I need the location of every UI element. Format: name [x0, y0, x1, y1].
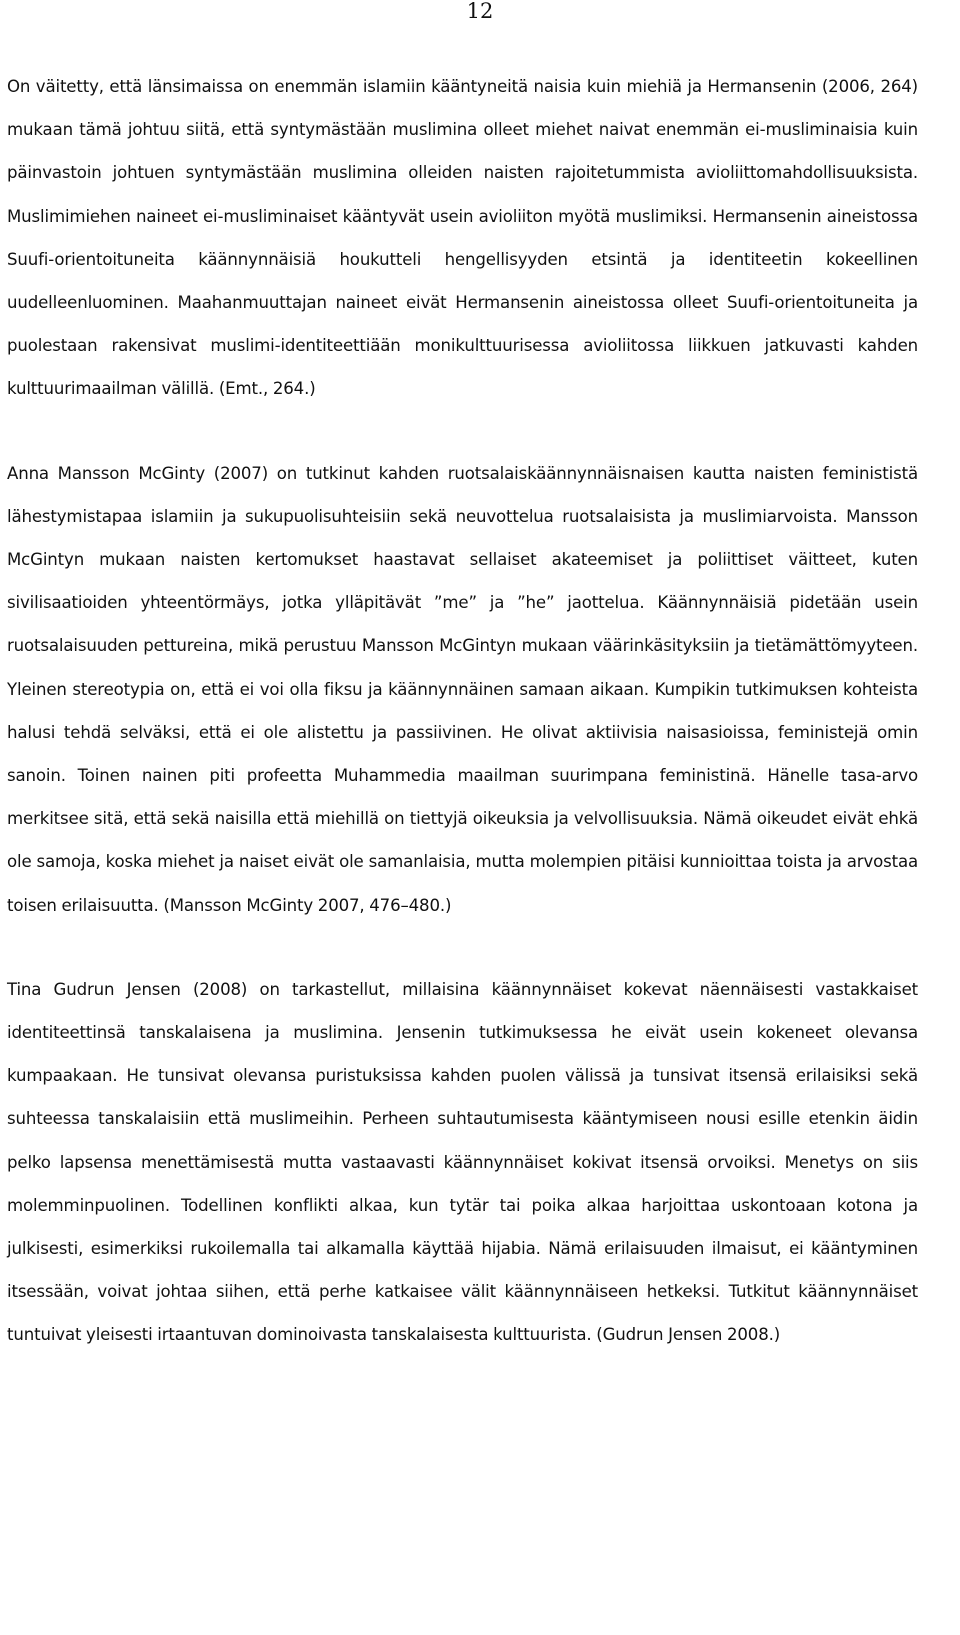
paragraph-conversion-marriage: On väitetty, että länsimaissa on enemmän islamiin kääntyneitä naisia kuin miehiä ja Hermansenin (2006, 264) mukaan tämä johtuu siitä, että syntymästään muslimina olleet miehet naivat enemmän ei-musliminaisia kuin päinvastoin johtuen syntymästään muslimina olleiden naisten rajoitetummista avioliittomahdollisuuksista. Muslimimiehen naineet ei-musliminaiset kääntyvät usein avioliiton myötä muslimiksi. Hermansenin aineistossa Suufi-orientoituneita käännynnäisiä houkutteli hengellisyyden etsintä ja identiteetin kokeellinen uudelleenluominen. Maahanmuuttajan naineet eivät Hermansenin aineistossa olleet Suufi-orientoituneita ja puolestaan rakensivat muslimi-identiteettiään monikulttuurisessa avioliitossa liikkuen jatkuvasti kahden kulttuurimaailman välillä. (Emt., 264.): [7, 77, 918, 399]
paragraph-gudrun-jensen: Tina Gudrun Jensen (2008) on tarkastellut, millaisina käännynnäiset kokevat näennäisesti vastakkaiset identiteettinsä tanskalaisena ja muslimina. Jensenin tutkimuksessa he eivät usein kokeneet olevansa kumpaakaan. He tunsivat olevansa puristuksissa kahden puolen välissä ja tunsivat itsensä erilaisiksi sekä suhteessa tanskalaisiin että muslimeihin. Perheen suhtautumisesta kääntymiseen nousi esille etenkin äidin pelko lapsensa menettämisestä mutta vastaavasti käännynnäiset kokivat itsensä orvoiksi. Menetys on siis molemminpuolinen. Todellinen konflikti alkaa, kun tytär tai poika alkaa harjoittaa uskontoaan kotona ja julkisesti, esimerkiksi rukoilemalla tai alkamalla käyttää hijabia. Nämä erilaisuuden ilmaisut, ei kääntyminen itsessään, voivat johtaa siihen, että perhe katkaisee välit käännynnäiseen hetkeksi. Tutkitut käännynnäiset tuntuivat yleisesti irtaantuvan dominoivasta tanskalaisesta kulttuurista. (Gudrun Jensen 2008.): [7, 979, 918, 1345]
page-number: 12: [466, 0, 494, 23]
body-text: [7, 65, 918, 1398]
paragraph-mansson-mcginty: Anna Mansson McGinty (2007) on tutkinut kahden ruotsalaiskäännynnäisnaisen kautta naisten feminististä lähestymistapaa islamiin ja sukupuolisuhteisiin sekä neuvottelua ruotsalaisista ja muslimiarvoista. Mansson McGintyn mukaan naisten kertomukset haastavat sellaiset akateemiset ja poliittiset väitteet, kuten sivilisaatioiden yhteentörmäys, jotka ylläpitävät ”me” ja ”he” jaottelua. Käännynnäisiä pidetään usein ruotsalaisuuden pettureina, mikä perustuu Mansson McGintyn mukaan väärinkäsityksiin ja tietämättömyyteen. Yleinen stereotypia on, että ei voi olla fiksu ja käännynnäinen samaan aikaan. Kumpikin tutkimuksen kohteista halusi tehdä selväksi, että ei ole alistettu ja passiivinen. He olivat aktiivisia naisasioissa, feministejä omin sanoin. Toinen nainen piti profeetta Muhammedia maailman suurimpana feministinä. Hänelle tasa-arvo merkitsee sitä, että sekä naisilla että miehillä on tiettyjä oikeuksia ja velvollisuuksia. Nämä oikeudet eivät ehkä ole samoja, koska miehet ja naiset eivät ole samanlaisia, mutta molempien pitäisi kunnioittaa toista ja arvostaa toisen erilaisuutta. (Mansson McGinty 2007, 476–480.): [7, 463, 918, 915]
